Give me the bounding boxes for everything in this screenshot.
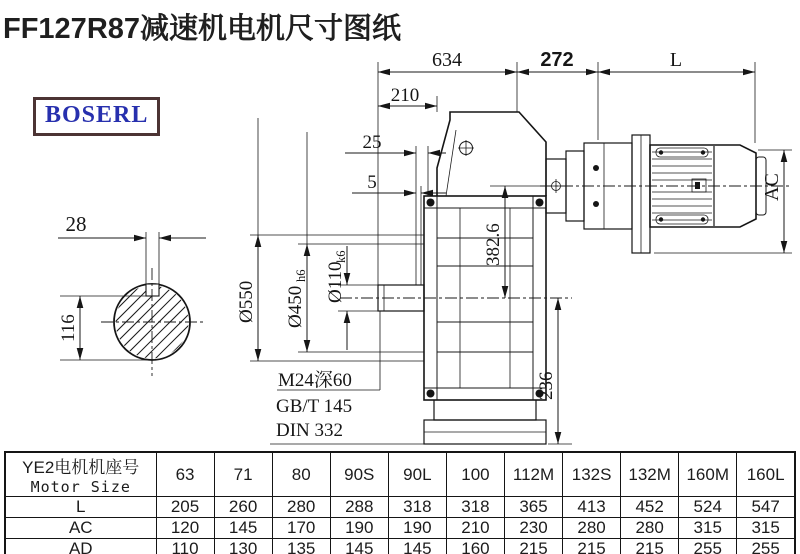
dim-110-tolerance: k6 <box>334 250 348 263</box>
dim-110-label: Ø110 <box>325 261 346 303</box>
diameter-dims <box>236 118 424 361</box>
motor-size-table <box>4 451 796 554</box>
table-cell: 145 <box>388 539 446 554</box>
table-cell: 315 <box>679 518 737 539</box>
column-header: 71 <box>214 452 272 497</box>
table-cell: 145 <box>330 539 388 554</box>
dim-L-label: L <box>669 49 683 71</box>
dim-236-label: 236 <box>536 371 557 400</box>
column-header: 132M <box>621 452 679 497</box>
table-cell: 318 <box>446 497 504 518</box>
table-cell: 215 <box>504 539 562 554</box>
table-cell: 215 <box>563 539 621 554</box>
table-cell: 210 <box>446 518 504 539</box>
row-label: L <box>5 497 156 518</box>
thread-note: M24深60 <box>278 370 352 391</box>
motor-side-view <box>540 135 792 253</box>
row-label: AC <box>5 518 156 539</box>
table-row-L <box>5 497 795 518</box>
dim-450-label: Ø450 <box>285 285 306 328</box>
table-cell: 190 <box>330 518 388 539</box>
shaft-section-view <box>44 212 263 382</box>
dim-28-label: 28 <box>65 212 87 236</box>
row-label: AD <box>5 539 156 554</box>
column-header: 63 <box>156 452 214 497</box>
table-row-AD <box>5 539 795 554</box>
dim-634-label: 634 <box>432 49 462 71</box>
table-cell: 288 <box>330 497 388 518</box>
table-cell: 215 <box>621 539 679 554</box>
column-header: 80 <box>272 452 330 497</box>
table-cell: 160 <box>446 539 504 554</box>
brand-logo: BOSERL <box>33 97 160 136</box>
column-header: 160L <box>737 452 795 497</box>
table-cell: 315 <box>737 518 795 539</box>
dim-550-label: Ø550 <box>236 280 257 323</box>
table-cell: 255 <box>679 539 737 554</box>
table-cell: 110 <box>156 539 214 554</box>
dim-25-label: 25 <box>362 132 382 153</box>
height-dims <box>483 186 572 444</box>
table-cell: 130 <box>214 539 272 554</box>
dim-450-tolerance: h6 <box>294 269 308 282</box>
table-header-cell <box>5 452 156 497</box>
table-cell: 280 <box>563 518 621 539</box>
table-header-row <box>5 452 795 497</box>
table-cell: 145 <box>214 518 272 539</box>
dim-272-label: 272 <box>540 49 574 71</box>
table-cell: 255 <box>737 539 795 554</box>
dim-116-label: 116 <box>58 314 79 342</box>
table-cell: 280 <box>621 518 679 539</box>
table-cell: 205 <box>156 497 214 518</box>
header-line1: YE2电机机座号 <box>22 458 140 477</box>
dim-382-label: 382.6 <box>483 223 504 266</box>
standard-gb: GB/T 145 <box>276 396 353 417</box>
table-row-AC <box>5 518 795 539</box>
column-header: 90L <box>388 452 446 497</box>
thread-note-block <box>276 311 380 441</box>
standard-din: DIN 332 <box>276 420 344 441</box>
header-line2: Motor Size <box>30 478 131 496</box>
table-cell: 365 <box>504 497 562 518</box>
column-header: 90S <box>330 452 388 497</box>
table-cell: 135 <box>272 539 330 554</box>
table-cell: 170 <box>272 518 330 539</box>
dim-AC-label: AC <box>761 173 783 201</box>
column-header: 132S <box>563 452 621 497</box>
page-title: FF127R87减速机电机尺寸图纸 <box>3 13 402 45</box>
table-cell: 318 <box>388 497 446 518</box>
table-cell: 280 <box>272 497 330 518</box>
dim-210-label: 210 <box>390 85 420 106</box>
table-cell: 260 <box>214 497 272 518</box>
table-cell: 190 <box>388 518 446 539</box>
column-header: 160M <box>679 452 737 497</box>
table-cell: 120 <box>156 518 214 539</box>
column-header: 112M <box>504 452 562 497</box>
column-header: 100 <box>446 452 504 497</box>
table-cell: 524 <box>679 497 737 518</box>
table-cell: 230 <box>504 518 562 539</box>
dim-5-label: 5 <box>367 172 377 193</box>
table-cell: 413 <box>563 497 621 518</box>
table-cell: 547 <box>737 497 795 518</box>
table-cell: 452 <box>621 497 679 518</box>
